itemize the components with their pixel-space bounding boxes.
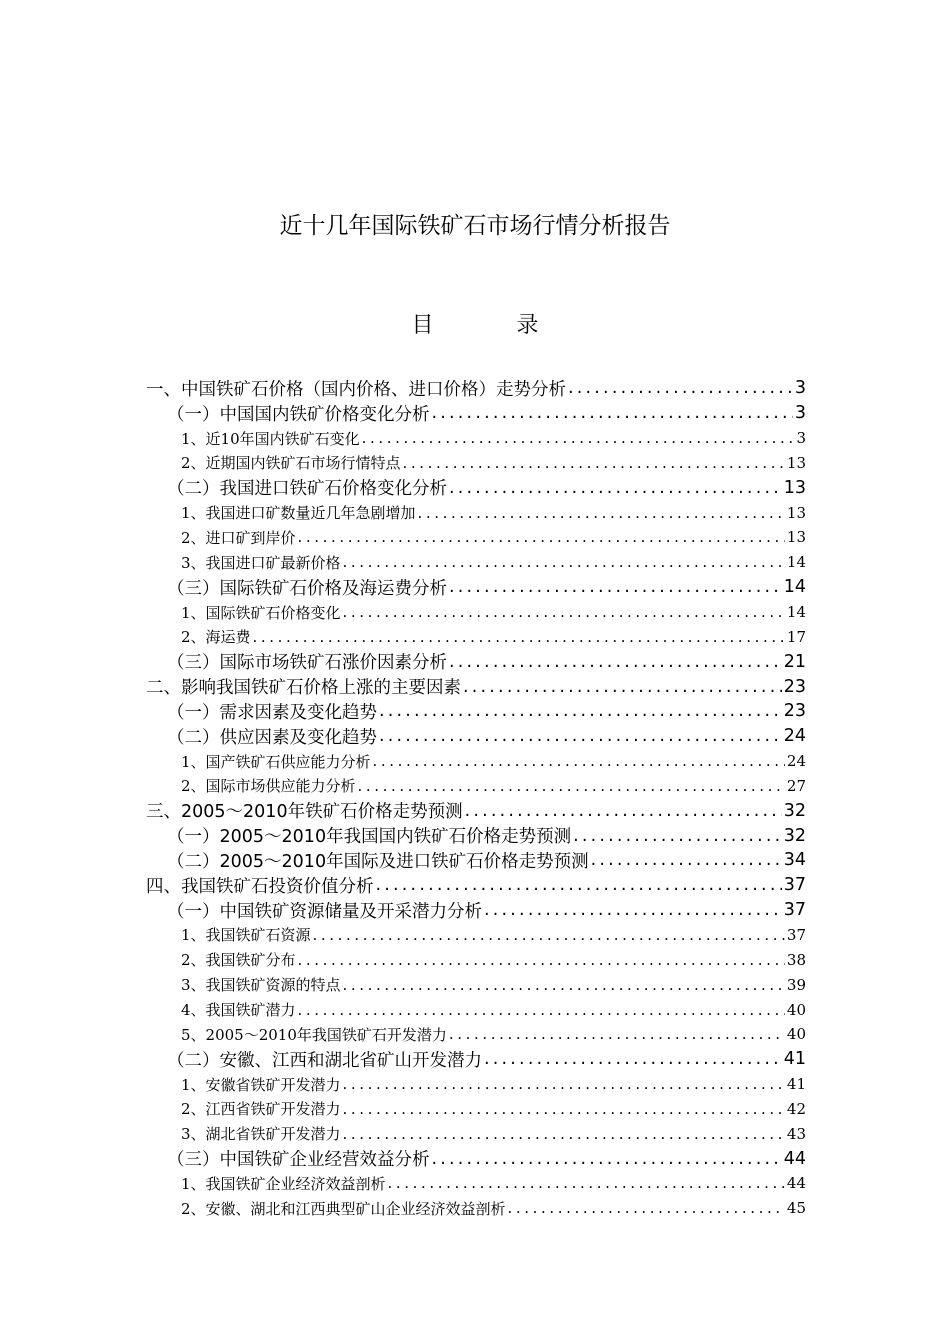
toc-entry[interactable]	[146, 1096, 806, 1121]
toc-page-number: 40	[786, 1025, 806, 1044]
toc-page-number: 3	[794, 378, 806, 399]
toc-entry[interactable]	[146, 1121, 806, 1146]
toc-entry[interactable]	[146, 674, 806, 699]
toc-entry[interactable]	[146, 376, 806, 401]
toc-page-number: 14	[783, 577, 806, 598]
toc-leader-dots	[508, 1199, 785, 1217]
toc-entry-text: 2、我国铁矿分布	[181, 951, 296, 970]
toc-entry[interactable]	[146, 1171, 806, 1196]
toc-leader-dots	[343, 1125, 785, 1143]
toc-entry[interactable]	[146, 475, 806, 500]
toc-leader-dots	[449, 577, 782, 597]
toc-entry-text: 1、我国进口矿数量近几年急剧增加	[181, 504, 416, 523]
toc-entry[interactable]	[146, 575, 806, 600]
toc-entry[interactable]	[146, 699, 806, 724]
toc-page-number: 43	[786, 1124, 806, 1143]
toc-entry[interactable]	[146, 1072, 806, 1097]
toc-entry-text: 四、我国铁矿石投资价值分析	[146, 876, 374, 897]
toc-page-number: 42	[786, 1099, 806, 1118]
toc-leader-dots	[432, 403, 793, 423]
toc-entry-text: 2、国际市场供应能力分析	[181, 777, 356, 796]
toc-entry-text: （三）国际铁矿石价格及海运费分析	[167, 578, 447, 599]
toc-entry-text: （一）中国铁矿资源储量及开采潜力分析	[167, 901, 482, 922]
toc-page-number: 24	[786, 752, 806, 771]
toc-leader-dots	[343, 603, 785, 621]
toc-leader-dots	[358, 777, 785, 795]
toc-entry[interactable]	[146, 774, 806, 799]
toc-leader-dots	[373, 752, 785, 770]
toc-entry-text: 3、湖北省铁矿开发潜力	[181, 1125, 341, 1144]
document-title: 近十几年国际铁矿石市场行情分析报告	[279, 213, 671, 239]
toc-entry[interactable]	[146, 798, 806, 823]
toc-page-number: 40	[786, 1000, 806, 1019]
toc-page-number: 39	[786, 975, 806, 994]
toc-entry-text: 1、我国铁矿企业经济效益剖析	[181, 1174, 386, 1193]
toc-leader-dots	[343, 1075, 785, 1093]
toc-leader-dots	[568, 378, 793, 398]
toc-leader-dots	[465, 801, 782, 821]
toc-leader-dots	[463, 677, 782, 697]
toc-entry-text: 3、我国铁矿资源的特点	[181, 976, 341, 995]
toc-entry-text: （一）需求因素及变化趋势	[167, 702, 377, 723]
toc-entry[interactable]	[146, 923, 806, 948]
toc-entry-text: （一）2005～2010年我国国内铁矿石价格走势预测	[167, 827, 572, 848]
toc-entry-text: 1、近10年国内铁矿石变化	[181, 429, 360, 448]
toc-entry[interactable]	[146, 525, 806, 550]
toc-leader-dots	[449, 1025, 785, 1043]
toc-entry-text: 4、我国铁矿潜力	[181, 1001, 296, 1020]
toc-leader-dots	[388, 1174, 785, 1192]
toc-entry[interactable]	[146, 624, 806, 649]
toc-heading: 目 录	[411, 313, 577, 338]
toc-entry[interactable]	[146, 649, 806, 674]
toc-leader-dots	[379, 701, 782, 721]
toc-leader-dots	[343, 1100, 785, 1118]
toc-leader-dots	[484, 1049, 782, 1069]
toc-entry-text: （二）供应因素及变化趋势	[167, 727, 377, 748]
toc-page-number: 32	[783, 825, 806, 846]
toc-page-number: 38	[786, 950, 806, 969]
toc-page-number: 21	[783, 651, 806, 672]
toc-entry-text: （三）国际市场铁矿石涨价因素分析	[167, 653, 447, 674]
toc-entry-text: 1、我国铁矿石资源	[181, 926, 311, 945]
toc-entry[interactable]	[146, 724, 806, 749]
toc-entry-text: 2、海运费	[181, 628, 251, 647]
toc-leader-dots	[418, 504, 785, 522]
toc-page-number: 17	[786, 627, 806, 646]
toc-page-number: 13	[783, 477, 806, 498]
toc-entry-text: 2、安徽、湖北和江西典型矿山企业经济效益剖析	[181, 1199, 506, 1218]
toc-entry-text: 2、进口矿到岸价	[181, 528, 296, 547]
toc-entry[interactable]	[146, 1196, 806, 1221]
toc-entry-text: 1、国产铁矿石供应能力分析	[181, 752, 371, 771]
toc-entry[interactable]	[146, 848, 806, 873]
toc-leader-dots	[313, 926, 785, 944]
toc-entry[interactable]	[146, 947, 806, 972]
toc-page-number: 24	[783, 726, 806, 747]
toc-entry-text: 5、2005～2010年我国铁矿石开发潜力	[181, 1025, 447, 1044]
toc-leader-dots	[362, 429, 795, 447]
toc-page-number: 44	[783, 1148, 806, 1169]
toc-leader-dots	[432, 1149, 782, 1169]
toc-page-number: 27	[786, 776, 806, 795]
table-of-contents	[146, 376, 806, 1221]
toc-entry-text: 1、国际铁矿石价格变化	[181, 603, 341, 622]
toc-entry[interactable]	[146, 898, 806, 923]
toc-page-number: 3	[796, 429, 806, 448]
toc-entry-text: 2、近期国内铁矿石市场行情特点	[181, 454, 401, 473]
toc-entry[interactable]	[146, 972, 806, 997]
toc-page-number: 44	[786, 1174, 806, 1193]
toc-entry-text: （二）安徽、江西和湖北省矿山开发潜力	[167, 1050, 482, 1071]
toc-entry-text: （一）中国国内铁矿价格变化分析	[167, 404, 430, 425]
toc-entry-text: （二）我国进口铁矿石价格变化分析	[167, 479, 447, 500]
toc-leader-dots	[573, 826, 782, 846]
toc-page-number: 14	[786, 603, 806, 622]
toc-page-number: 13	[786, 528, 806, 547]
toc-leader-dots	[298, 951, 785, 969]
toc-entry[interactable]	[146, 873, 806, 898]
toc-page-number: 37	[786, 925, 806, 944]
toc-page-number: 41	[783, 1049, 806, 1070]
toc-entry[interactable]	[146, 401, 806, 426]
toc-page-number: 37	[783, 900, 806, 921]
toc-page-number: 3	[794, 403, 806, 424]
toc-entry-text: 1、安徽省铁矿开发潜力	[181, 1075, 341, 1094]
toc-page-number: 23	[783, 676, 806, 697]
toc-leader-dots	[343, 976, 785, 994]
toc-leader-dots	[591, 850, 782, 870]
toc-entry-text: 一、中国铁矿石价格（国内价格、进口价格）走势分析	[146, 379, 566, 400]
toc-entry-text: 2、江西省铁矿开发潜力	[181, 1100, 341, 1119]
toc-leader-dots	[343, 553, 785, 571]
toc-entry[interactable]	[146, 749, 806, 774]
toc-leader-dots	[449, 478, 782, 498]
toc-page-number: 14	[786, 553, 806, 572]
toc-leader-dots	[298, 528, 785, 546]
toc-entry[interactable]	[146, 823, 806, 848]
toc-leader-dots	[376, 875, 782, 895]
toc-entry[interactable]	[146, 550, 806, 575]
toc-leader-dots	[379, 726, 782, 746]
toc-entry[interactable]	[146, 451, 806, 476]
toc-page-number: 23	[783, 701, 806, 722]
toc-leader-dots	[403, 454, 785, 472]
toc-entry[interactable]	[146, 997, 806, 1022]
toc-entry-text: （二）2005～2010年国际及进口铁矿石价格走势预测	[167, 851, 589, 872]
toc-entry[interactable]	[146, 600, 806, 625]
toc-leader-dots	[253, 628, 785, 646]
toc-leader-dots	[449, 652, 782, 672]
toc-page-number: 13	[786, 453, 806, 472]
toc-page-number: 37	[783, 875, 806, 896]
toc-page-number: 32	[783, 800, 806, 821]
toc-page-number: 13	[786, 503, 806, 522]
toc-entry[interactable]	[146, 1047, 806, 1072]
toc-entry-text: 三、2005～2010年铁矿石价格走势预测	[146, 802, 463, 823]
toc-entry[interactable]	[146, 500, 806, 525]
toc-entry[interactable]	[146, 1022, 806, 1047]
toc-entry[interactable]	[146, 1146, 806, 1171]
toc-leader-dots	[298, 1001, 785, 1019]
toc-page-number: 34	[783, 850, 806, 871]
toc-entry-text: （三）中国铁矿企业经营效益分析	[167, 1150, 430, 1171]
toc-entry[interactable]	[146, 426, 806, 451]
toc-page-number: 41	[786, 1075, 806, 1094]
toc-leader-dots	[484, 900, 782, 920]
toc-page-number: 45	[786, 1199, 806, 1218]
toc-entry-text: 3、我国进口矿最新价格	[181, 553, 341, 572]
toc-entry-text: 二、影响我国铁矿石价格上涨的主要因素	[146, 678, 461, 699]
